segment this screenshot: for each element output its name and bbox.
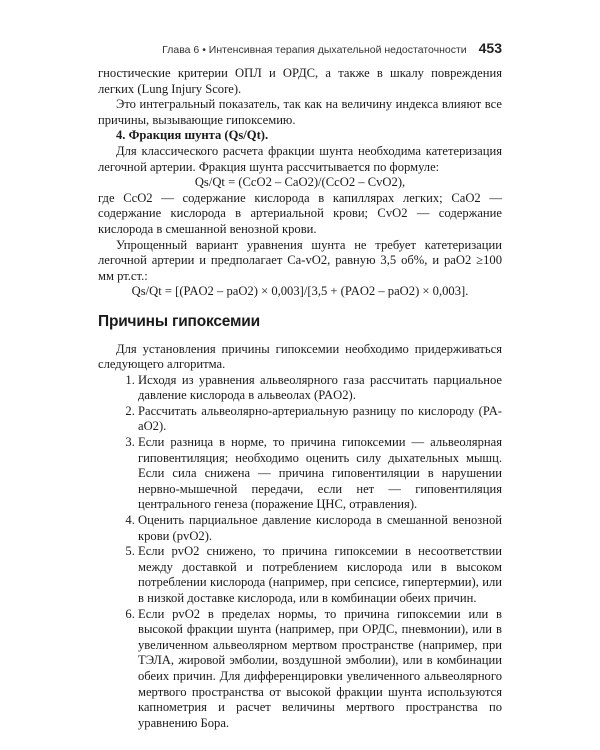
- paragraph: Для установления причины гипоксемии необходимо придерживаться следующего алгоритма.: [98, 341, 502, 372]
- section-title: Причины гипоксемии: [98, 312, 260, 330]
- paragraph: гностические критерии ОПЛ и ОРДС, а также в шкалу повреждения легких (Lung Injury Score).: [98, 66, 502, 96]
- paragraph: Упрощенный вариант уравнения шунта не требует катетеризации легочной артерии и предполагает Ca-vO2, равную 3,5 об%, и paO2 ≥100 мм рт.ст.:: [98, 237, 502, 283]
- list-item: 6. Если pvO2 в пределах нормы, то причина гипоксемии или в высокой фракции шунта (например, при ОРДС, пневмонии), или в увеличенном альвеолярном мертвом пространстве (например, при ТЭЛА, жировой эмболии, воздушной эмболии), или в комбинации обеих причин. Для дифференцировки увеличенного альвеолярного мертвого пространства от высокой фракции шунта используются капнометрия и расчет величины мертвого пространства по уравнению Бора.: [138, 607, 502, 732]
- page-number: 453: [478, 40, 502, 56]
- paragraph: где CcO2 — содержание кислорода в капиллярах легких; CaO2 — содержание кислорода в артериальной крови; CvO2 — содержание кислорода в смешанной венозной крови.: [98, 190, 502, 236]
- running-header: [98, 40, 502, 56]
- shunt-formula: Qs/Qt = (CcO2 – CaO2)/(CcO2 – CvO2),: [194, 175, 406, 190]
- list-item: 1. Исходя из уравнения альвеолярного газа рассчитать парциальное давление кислорода в альвеолах (PAO2).: [138, 373, 502, 404]
- list-item: 3. Если разница в норме, то причина гипоксемии — альвеолярная гиповентиляция; необходимо оценить силу дыхательных мышц. Если сила снижена — причина гиповентиляции в нарушении нервно-мышечной передачи, если нет — гиповентиляция центрального генеза (поражение ЦНС, отравления).: [138, 435, 502, 513]
- paragraph: Для классического расчета фракции шунта необходима катетеризация легочной артерии. Фракция шунта рассчитывается по формуле:: [98, 143, 502, 174]
- simplified-shunt-formula: Qs/Qt = [(PAO2 – paO2) × 0,003]/[3,5 + (PAO2 – paO2) × 0,003].: [131, 284, 469, 299]
- algorithm-list: [98, 373, 502, 732]
- list-item: 4. Оценить парциальное давление кислорода в смешанной венозной крови (pvO2).: [138, 513, 502, 544]
- subheading: [98, 128, 502, 144]
- running-title: Глава 6 • Интенсивная терапия дыхательной недостаточности: [162, 44, 467, 56]
- list-item: 2. Рассчитать альвеолярно-артериальную разницу по кислороду (PA-aO2).: [138, 404, 502, 435]
- paragraph: Это интегральный показатель, так как на величину индекса влияют все причины, вызывающие гипоксемию.: [98, 97, 502, 127]
- list-item: 5. Если pvO2 снижено, то причина гипоксемии в несоответствии между доставкой и потреблением кислорода или в высоком потреблении кислорода (например, при сепсисе, гипертермии), или в низкой доставке кислорода, или в комбинации обеих причин.: [138, 544, 502, 606]
- page-body: [98, 66, 502, 731]
- subheading-text: 4. Фракция шунта (Qs/Qt).: [116, 128, 269, 143]
